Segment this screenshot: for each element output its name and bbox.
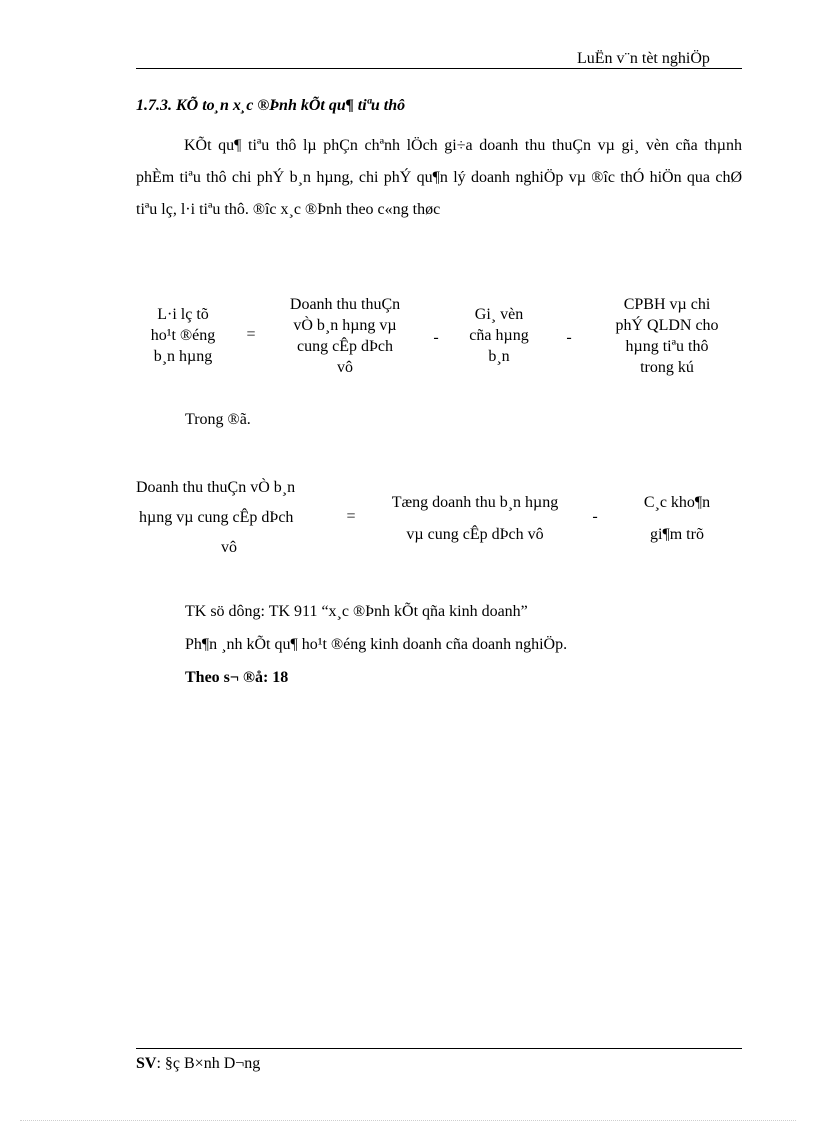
formula2-lhs-line: hµng vµ cung cÊp dÞch — [139, 509, 294, 526]
formula1-term2-line: cña hµng — [469, 327, 529, 344]
in-which-label: Trong ®ã. — [185, 411, 251, 428]
formula2-equals: = — [346, 508, 356, 525]
footer-author: : §ç B×nh D¬ng — [156, 1055, 261, 1072]
formula2-lhs — [136, 473, 336, 563]
formula2-minus: - — [592, 508, 598, 525]
formula1-term3-line: phÝ QLDN cho — [615, 317, 719, 334]
footer-label: SV — [136, 1055, 157, 1072]
header-rule — [136, 68, 742, 69]
formula1-term1-line: vÒ b¸n hµng vµ — [293, 317, 397, 334]
formula1-lhs-line: L·i lç tõ — [157, 306, 209, 323]
formula1-term2-line: b¸n — [488, 348, 510, 365]
formula1-term2 — [454, 304, 544, 367]
formula2-term1 — [370, 487, 580, 551]
formula2-term1-line: vµ cung cÊp dÞch vô — [406, 526, 544, 543]
formula2-term1-line: Tæng doanh thu b¸n hµng — [391, 494, 559, 511]
formula2-term2-line: gi¶m trõ — [650, 526, 704, 543]
footer — [136, 1055, 260, 1073]
reflect-line: Ph¶n ¸nh kÕt qu¶ ho¹t ®éng kinh doanh cña doanh nghiÖp. — [185, 636, 568, 653]
footer-rule — [136, 1048, 742, 1049]
formula1-term3-line: trong kú — [640, 359, 694, 376]
formula1-term1 — [270, 294, 420, 378]
formula2-term2-line: C¸c kho¶n — [643, 494, 711, 511]
formula1-term3-line: hµng tiªu thô — [625, 338, 709, 355]
body-paragraph: KÕt qu¶ tiªu thô lµ phÇn chªnh lÖch gi÷a doanh thu thuÇn vµ gi¸ vèn cña thµnh phÈm tiªu thô chi phÝ b¸n hµng, chi phÝ qu¶n lý doanh nghiÖp vµ ®îc thÓ hiÖn qua chØ tiªu lç, l·i tiªu thô. ®îc x¸c ®Þnh theo c«ng thøc — [136, 137, 742, 218]
page-bottom-border — [20, 1120, 796, 1121]
formula1-lhs — [138, 304, 228, 367]
section-heading: 1.7.3. KÕ to¸n x¸c ®Þnh kÕt qu¶ tiªu thô — [136, 97, 406, 114]
formula2-lhs-line: vô — [221, 539, 237, 556]
formula1-term2-line: Gi¸ vèn — [474, 306, 524, 323]
account-line: TK sö dông: TK 911 “x¸c ®Þnh kÕt qña kinh doanh” — [185, 603, 528, 620]
formula1-term3 — [597, 294, 737, 378]
diagram-reference: Theo s¬ ®å: 18 — [185, 669, 289, 686]
formula2-lhs-line: Doanh thu thuÇn vÒ b¸n — [136, 479, 296, 496]
formula1-term1-line: cung cÊp dÞch — [297, 338, 393, 355]
running-header: LuËn v¨n tèt nghiÖp — [577, 50, 710, 67]
formula1-minus-2: - — [566, 329, 572, 346]
formula1-term1-line: Doanh thu thuÇn — [289, 296, 401, 313]
formula1-minus-1: - — [433, 329, 439, 346]
formula1-term1-line: vô — [337, 359, 353, 376]
formula2-term2 — [627, 487, 727, 551]
formula1-lhs-line: b¸n hµng — [153, 348, 213, 365]
formula1-term3-line: CPBH vµ chi — [623, 296, 711, 313]
formula1-lhs-line: ho¹t ®éng — [150, 327, 216, 344]
formula1-equals: = — [246, 326, 256, 343]
